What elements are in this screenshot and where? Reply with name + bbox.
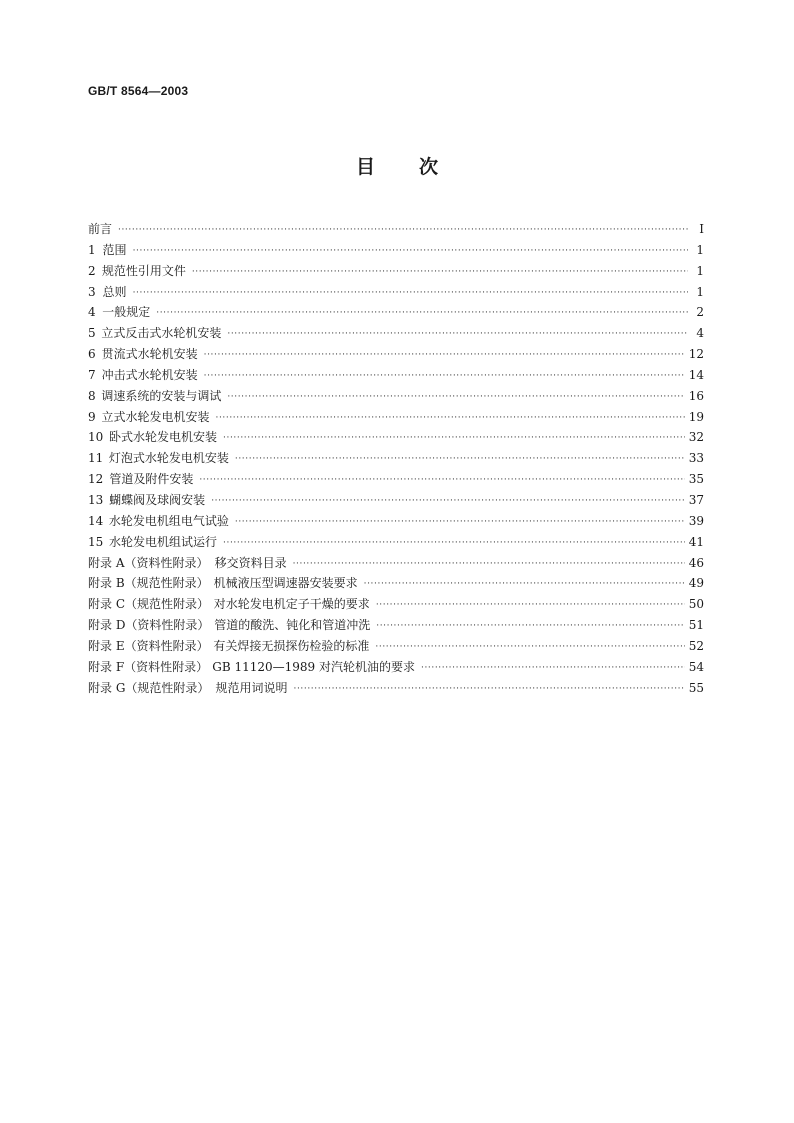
toc-entry-number: 附录 C（规范性附录） — [88, 597, 209, 612]
toc-entry-label: 机械液压型调速器安装要求 — [213, 576, 358, 591]
toc-entry[interactable] — [88, 448, 704, 469]
toc-title — [0, 152, 794, 179]
toc-entry-number: 附录 B（规范性附录） — [88, 576, 209, 591]
toc-entry-number: 13 — [88, 492, 104, 507]
toc-entry-label: 前言 — [88, 222, 113, 236]
toc-entry[interactable] — [88, 427, 704, 448]
toc-entry[interactable] — [88, 469, 704, 490]
toc-entry-leader — [376, 616, 684, 637]
toc-entry-leader — [375, 637, 684, 658]
toc-entry[interactable] — [88, 615, 704, 636]
toc-entry-label: 管道及附件安装 — [109, 472, 194, 487]
toc-entry-page: 41 — [688, 534, 704, 549]
toc-entry[interactable] — [88, 407, 704, 428]
toc-entry-label: 立式反击式水轮机安装 — [101, 326, 222, 341]
toc-entry-label: GB 11120—1989 对汽轮机油的要求 — [212, 659, 415, 674]
toc-entry-label: 灯泡式水轮发电机安装 — [108, 451, 229, 466]
toc-entry-page: 39 — [688, 513, 704, 528]
toc-entry[interactable] — [88, 282, 704, 303]
toc-entry-number: 6 — [88, 347, 96, 362]
toc-entry[interactable] — [88, 594, 704, 615]
toc-entry[interactable] — [88, 532, 704, 553]
toc-entry-leader — [133, 241, 688, 262]
toc-entry-page: 33 — [688, 451, 704, 466]
toc-entry-number: 5 — [88, 326, 96, 341]
toc-entry-label: 一般规定 — [102, 305, 151, 320]
toc-entry-leader — [204, 366, 685, 387]
toc-entry-number: 附录 F（资料性附录） — [88, 659, 209, 674]
toc-entry[interactable] — [88, 490, 704, 511]
toc-entry[interactable] — [88, 553, 704, 574]
toc-entry-number: 附录 D（资料性附录） — [88, 618, 210, 633]
toc-entry[interactable] — [88, 657, 704, 678]
toc-entry-leader — [156, 303, 688, 324]
toc-entry-label: 贯流式水轮机安装 — [101, 347, 198, 362]
toc-entry[interactable] — [88, 386, 704, 407]
toc-entry-label: 冲击式水轮机安装 — [101, 367, 198, 382]
toc-entry[interactable] — [88, 573, 704, 594]
toc-entry-leader — [223, 533, 685, 554]
toc-entry[interactable] — [88, 511, 704, 532]
toc-entry-page: 51 — [688, 618, 704, 633]
toc-entry-page: 50 — [688, 597, 704, 612]
toc-entry-page: 12 — [688, 347, 704, 362]
toc-entry[interactable] — [88, 365, 704, 386]
toc-entry-leader — [133, 283, 688, 304]
toc-entry-label: 卧式水轮发电机安装 — [109, 430, 218, 445]
toc-entry-leader — [376, 595, 685, 616]
toc-entry-label: 调速系统的安装与调试 — [101, 388, 222, 403]
toc-entry-page: 1 — [696, 263, 704, 278]
toc-entry-page: 55 — [688, 680, 704, 695]
toc-entry-label: 规范用词说明 — [215, 680, 288, 695]
toc-entry-page: 32 — [688, 430, 704, 445]
toc-entry-page: 37 — [688, 492, 704, 507]
toc-title-left: 目 — [355, 156, 375, 178]
toc-entry-number: 15 — [88, 534, 104, 549]
toc-entry-number: 11 — [88, 451, 104, 466]
toc-entry-number: 10 — [88, 430, 104, 445]
toc-entry-leader — [192, 262, 688, 283]
toc-entry-page: 19 — [688, 409, 704, 424]
toc-entry-number: 附录 G（规范性附录） — [88, 680, 210, 695]
toc-entry-leader — [118, 220, 688, 241]
toc-entry-leader — [294, 679, 685, 700]
toc-entry-leader — [215, 408, 684, 429]
toc-entry-label: 移交资料目录 — [214, 555, 287, 570]
toc-entry-page: I — [699, 222, 704, 236]
toc-entry[interactable] — [88, 219, 704, 240]
toc-entry-number: 2 — [88, 263, 96, 278]
toc-entry-label: 范围 — [102, 242, 127, 257]
toc-entry[interactable] — [88, 302, 704, 323]
toc-title-right: 次 — [419, 156, 439, 178]
toc-entry-label: 对水轮发电机定子干燥的要求 — [213, 597, 370, 612]
toc-list — [88, 219, 704, 698]
toc-entry-leader — [293, 554, 685, 575]
toc-entry[interactable] — [88, 344, 704, 365]
toc-entry-number: 8 — [88, 388, 96, 403]
toc-entry-number: 4 — [88, 305, 96, 320]
toc-entry-number: 12 — [88, 472, 104, 487]
toc-entry-label: 蝴蝶阀及球阀安装 — [109, 492, 206, 507]
toc-entry-label: 规范性引用文件 — [101, 263, 186, 278]
toc-entry-label: 有关焊接无损探伤检验的标准 — [213, 638, 370, 653]
toc-entry[interactable] — [88, 323, 704, 344]
toc-entry-leader — [235, 512, 685, 533]
toc-entry-number: 14 — [88, 513, 104, 528]
toc-entry-number: 3 — [88, 284, 96, 299]
toc-entry-leader — [223, 428, 685, 449]
toc-entry-label: 管道的酸洗、钝化和管道冲洗 — [214, 618, 371, 633]
toc-entry[interactable] — [88, 261, 704, 282]
toc-entry-page: 35 — [688, 472, 704, 487]
toc-entry-page: 46 — [688, 555, 704, 570]
toc-entry-leader — [199, 470, 684, 491]
toc-entry-leader — [421, 658, 685, 679]
toc-entry-number: 9 — [88, 409, 96, 424]
toc-entry-label: 水轮发电机组试运行 — [109, 534, 218, 549]
toc-entry-page: 4 — [696, 326, 704, 341]
toc-entry-page: 1 — [696, 242, 704, 257]
toc-entry-page: 14 — [688, 367, 704, 382]
toc-entry[interactable] — [88, 240, 704, 261]
toc-entry-number: 附录 A（资料性附录） — [88, 555, 209, 570]
toc-entry-page: 52 — [688, 638, 704, 653]
toc-entry-page: 49 — [688, 576, 704, 591]
toc-entry-leader — [227, 387, 684, 408]
toc-entry-number: 7 — [88, 367, 96, 382]
toc-entry-leader — [227, 324, 688, 345]
toc-entry-page: 16 — [688, 388, 704, 403]
toc-entry-label: 水轮发电机组电气试验 — [108, 513, 229, 528]
toc-entry-number: 1 — [88, 242, 96, 257]
toc-entry-page: 1 — [696, 284, 704, 299]
standard-code: GB/T 8564—2003 — [88, 84, 189, 98]
toc-entry[interactable] — [88, 678, 704, 699]
toc-entry-page: 54 — [688, 659, 704, 674]
toc-entry-leader — [235, 449, 685, 470]
toc-entry-leader — [211, 491, 685, 512]
toc-entry-label: 立式水轮发电机安装 — [101, 409, 210, 424]
toc-entry[interactable] — [88, 636, 704, 657]
toc-entry-label: 总则 — [102, 284, 127, 299]
toc-entry-page: 2 — [696, 305, 704, 320]
toc-entry-number: 附录 E（资料性附录） — [88, 638, 209, 653]
toc-entry-leader — [204, 345, 685, 366]
toc-entry-leader — [364, 574, 685, 595]
